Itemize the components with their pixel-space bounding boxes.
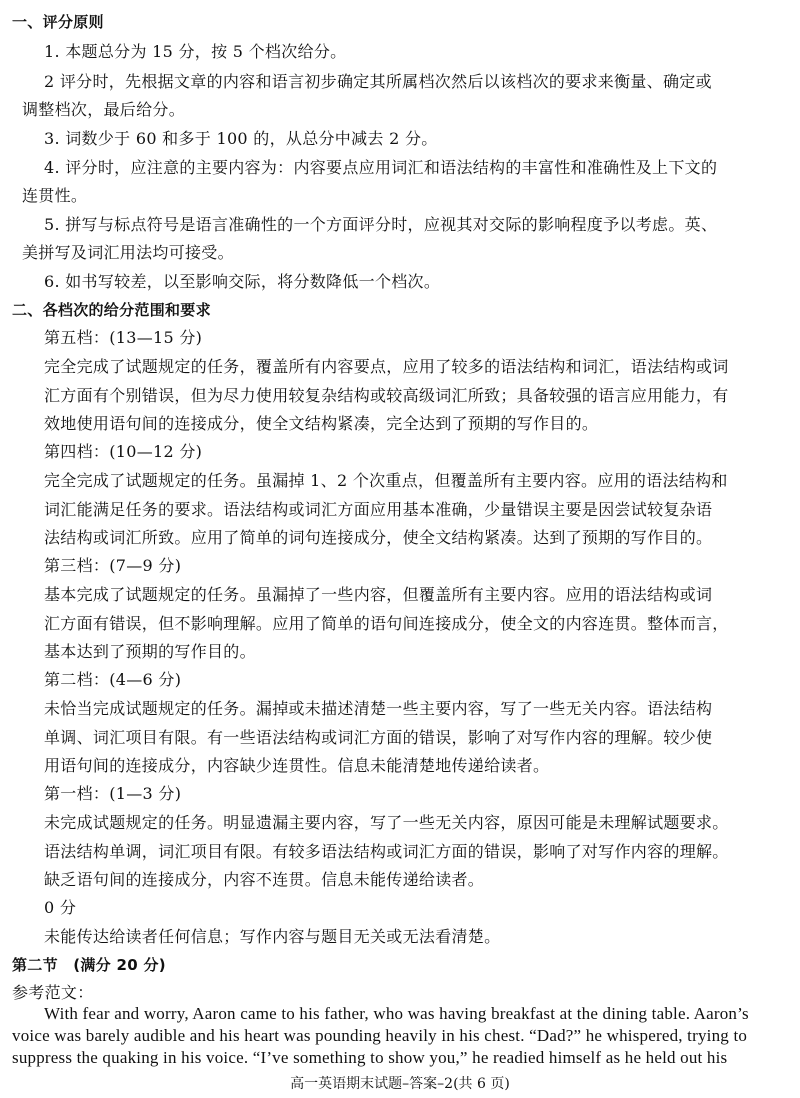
tier-1-text: 未完成试题规定的任务。明显遗漏主要内容，写了一些无关内容，原因可能是未理解试题要求。	[44, 813, 729, 832]
tier-2-text: 未恰当完成试题规定的任务。漏掉或未描述清楚一些主要内容，写了一些无关内容。语法结构	[44, 699, 713, 718]
sample-essay-line: voice was barely audible and his heart was pounding heavily in his chest. “Dad?” he whispered, trying to	[12, 1026, 748, 1045]
section-1-title: 一、评分原则	[12, 13, 104, 31]
rule-line-2: 2 评分时，先根据文章的内容和语言初步确定其所属档次然后以该档次的要求来衡量、确定或	[44, 72, 712, 91]
rule-line-1: 1. 本题总分为 15 分，按 5 个档次给分。	[44, 42, 347, 61]
section-2-title: 二、各档次的给分范围和要求	[12, 301, 211, 319]
tier-3-text: 基本完成了试题规定的任务。虽漏掉了一些内容，但覆盖所有主要内容。应用的语法结构或词	[44, 585, 713, 604]
tier-5-label: 第五档：(13—15 分)	[44, 328, 203, 347]
tier-0-label: 0 分	[44, 898, 77, 917]
tier-5-text: 效地使用语句间的连接成分，使全文结构紧凑，完全达到了预期的写作目的。	[44, 414, 599, 433]
section-3-title: 第二节 (满分 20 分)	[12, 956, 166, 974]
tier-1-label: 第一档：(1—3 分)	[44, 784, 182, 803]
rule-line-4: 4. 评分时，应注意的主要内容为：内容要点应用词汇和语法结构的丰富性和准确性及上下文的	[44, 158, 718, 177]
rule-line-5-cont: 美拼写及词汇用法均可接受。	[22, 243, 234, 262]
tier-5-text: 汇方面有个别错误，但为尽力使用较复杂结构或较高级词汇所致；具备较强的语言应用能力，有	[44, 386, 729, 405]
rule-line-2-cont: 调整档次，最后给分。	[22, 100, 186, 119]
sample-essay-line: With fear and worry, Aaron came to his father, who was having breakfast at the dining table. Aaron’s	[44, 1004, 749, 1023]
page-footer: 高一英语期末试题–答案–2(共 6 页)	[290, 1076, 510, 1092]
tier-1-text: 语法结构单调，词汇项目有限。有较多语法结构或词汇方面的错误，影响了对写作内容的理解。	[44, 842, 729, 861]
tier-2-text: 用语句间的连接成分，内容缺少连贯性。信息未能清楚地传递给读者。	[44, 756, 550, 775]
tier-2-label: 第二档：(4—6 分)	[44, 670, 182, 689]
tier-0-text: 未能传达给读者任何信息；写作内容与题目无关或无法看清楚。	[44, 927, 501, 946]
tier-3-text: 基本达到了预期的写作目的。	[44, 642, 256, 661]
rule-line-6: 6. 如书写较差，以至影响交际，将分数降低一个档次。	[44, 272, 441, 291]
rule-line-5: 5. 拼写与标点符号是语言准确性的一个方面评分时，应视其对交际的影响程度予以考虑。英、	[44, 215, 718, 234]
tier-4-text: 完全完成了试题规定的任务。虽漏掉 1、2 个次重点，但覆盖所有主要内容。应用的语法结构和	[44, 471, 728, 490]
tier-4-label: 第四档：(10—12 分)	[44, 442, 203, 461]
tier-2-text: 单调、词汇项目有限。有一些语法结构或词汇方面的错误，影响了对写作内容的理解。较少使	[44, 728, 713, 747]
tier-3-label: 第三档：(7—9 分)	[44, 556, 182, 575]
sample-essay-label: 参考范文：	[12, 983, 94, 1002]
tier-4-text: 法结构或词汇所致。应用了简单的词句连接成分，使全文结构紧凑。达到了预期的写作目的。	[44, 528, 713, 547]
rule-line-4-cont: 连贯性。	[22, 186, 88, 205]
tier-1-text: 缺乏语句间的连接成分，内容不连贯。信息未能传递给读者。	[44, 870, 485, 889]
rule-line-3: 3. 词数少于 60 和多于 100 的，从总分中减去 2 分。	[44, 129, 438, 148]
tier-3-text: 汇方面有错误，但不影响理解。应用了简单的语句间连接成分，使全文的内容连贯。整体而言，	[44, 614, 729, 633]
sample-essay-line: suppress the quaking in his voice. “I’ve something to show you,” he readied himself as he held out his	[12, 1048, 728, 1067]
tier-5-text: 完全完成了试题规定的任务，覆盖所有内容要点，应用了较多的语法结构和词汇，语法结构或词	[44, 357, 729, 376]
tier-4-text: 词汇能满足任务的要求。语法结构或词汇方面应用基本准确，少量错误主要是因尝试较复杂语	[44, 500, 713, 519]
